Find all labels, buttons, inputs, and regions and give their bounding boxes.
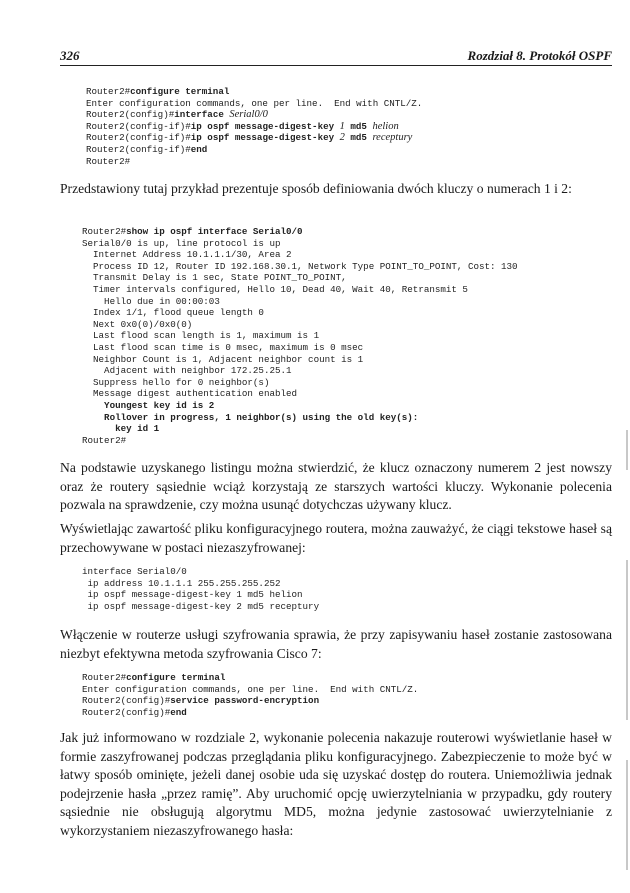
code-command: show ip ospf interface Serial0/0 [126, 226, 303, 237]
code-text: Adjacent with neighbor 172.25.25.1 [82, 365, 292, 377]
code-text: Enter configuration commands, one per line. End with CNTL/Z. [86, 97, 423, 109]
code-command: end [190, 143, 208, 155]
code-line [86, 109, 422, 121]
chapter-title: Rozdział 8. Protokół OSPF [467, 48, 612, 63]
page-number: 326 [60, 48, 80, 63]
running-header [60, 48, 612, 66]
code-line [82, 695, 418, 707]
code-line [82, 365, 518, 377]
code-text: Last flood scan length is 1, maximum is 1 [82, 330, 320, 342]
code-line [82, 388, 518, 400]
code-command: ip ospf message-digest-key [190, 132, 340, 144]
code-text: Router2# [86, 86, 131, 97]
paragraph-3: Wyświetlając zawartość pliku konfiguracyjnego routera, można zauważyć, że ciągi tekstowe haseł są przechowywane w postaci niezaszyfrowanej: [60, 521, 612, 555]
code-text: ip ospf message-digest-key 2 md5 receptury [82, 600, 320, 612]
code-argument: 1 [339, 120, 345, 132]
code-text: Router2# [86, 155, 131, 167]
code-line [82, 412, 518, 424]
code-text: Router2(config-if)# [86, 132, 191, 144]
code-line [82, 272, 518, 284]
code-text: Router2# [82, 672, 127, 683]
code-line [86, 86, 422, 98]
code-text: Router2(config)# [82, 706, 171, 718]
code-command: md5 [344, 132, 373, 144]
code-line [82, 296, 518, 308]
code-text: Hello due in 00:00:03 [82, 295, 220, 307]
scan-edge-mark [626, 760, 628, 870]
code-line [82, 249, 518, 261]
code-line [82, 566, 319, 578]
code-line [82, 601, 319, 613]
code-command: Youngest key id is 2 [82, 399, 215, 411]
code-line [86, 132, 422, 144]
header-rule [60, 65, 612, 66]
code-line [82, 672, 418, 684]
paragraph-4: Włączenie w routerze usługi szyfrowania sprawia, że przy zapisywaniu haseł zostanie zastosowana niezbyt efektywna metoda szyfrowania Cisco 7: [60, 627, 612, 661]
code-line [82, 226, 518, 238]
code-line [82, 307, 518, 319]
code-text: Enter configuration commands, one per line. End with CNTL/Z. [82, 683, 419, 695]
code-text: Router2(config-if)# [86, 120, 191, 132]
paragraph-5: Jak już informowano w rozdziale 2, wykonanie polecenia nakazuje routerowi wyświetlanie haseł w formie zaszyfrowanej podczas przeglądania pliku konfiguracyjnego. Zabezpieczenie to może być w łatwy sposób ominięte, jeżeli danej osobie uda się uzyskać dostęp do routera. Uniemożliwia jednak podejrzenie hasła „przez ramię”. Aby uruchomić opcję uwierzytelniania w przypadku, gdy routery sąsiednie nie obsługują algorytmu MD5, można jedynie zastosować uwierzytelnianie z wykorzystaniem niezaszyfrowanego hasła: [60, 730, 612, 838]
paragraph-2: Na podstawie uzyskanego listingu można stwierdzić, że klucz oznaczony numerem 2 jest nowszy oraz że routery sąsiednie wciąż korzystają ze starszych wartości kluczy. Wykonanie polecenia pozwala na sprawdzenie, czy można usunąć dotychczas używany klucz. [60, 460, 612, 513]
code-line [82, 684, 418, 696]
code-listing-3 [82, 566, 319, 612]
code-text: Internet Address 10.1.1.1/30, Area 2 [82, 249, 292, 261]
code-listing-1 [86, 86, 422, 167]
code-command: configure terminal [130, 86, 230, 97]
code-line [82, 238, 518, 250]
code-text: ip address 10.1.1.1 255.255.255.252 [82, 577, 281, 589]
code-text: Router2(config)# [86, 109, 175, 121]
code-text: Router2# [82, 434, 127, 446]
code-text: Timer intervals configured, Hello 10, Dead 40, Wait 40, Retransmit 5 [82, 283, 468, 295]
code-listing-2 [82, 226, 518, 446]
code-text: interface Serial0/0 [82, 566, 187, 577]
code-argument: 2 [339, 132, 345, 144]
code-line [82, 284, 518, 296]
code-text: Neighbor Count is 1, Adjacent neighbor count is 1 [82, 353, 364, 365]
scan-edge-mark [626, 560, 628, 720]
code-text: Next 0x0(0)/0x0(0) [82, 318, 193, 330]
scan-edge-mark [626, 430, 628, 470]
code-text: Router2(config-if)# [86, 143, 191, 155]
code-command: Rollover in progress, 1 neighbor(s) using the old key(s): [82, 411, 419, 423]
code-argument: receptury [372, 132, 413, 144]
code-line [82, 377, 518, 389]
code-listing-4 [82, 672, 418, 718]
code-command: configure terminal [126, 672, 226, 683]
code-command: interface [174, 109, 230, 121]
code-text: Suppress hello for 0 neighbor(s) [82, 376, 270, 388]
code-line [82, 330, 518, 342]
code-command: ip ospf message-digest-key [190, 120, 340, 132]
code-command: service password-encryption [170, 695, 320, 707]
code-line [82, 589, 319, 601]
code-line [82, 319, 518, 331]
code-command: md5 [344, 120, 373, 132]
code-text: Router2(config)# [82, 695, 171, 707]
code-argument: helion [372, 120, 399, 132]
code-line [82, 400, 518, 412]
code-text: Last flood scan time is 0 msec, maximum is 0 msec [82, 341, 364, 353]
code-command: key id 1 [82, 423, 160, 435]
code-line [86, 98, 422, 110]
code-argument: Serial0/0 [229, 109, 268, 121]
code-line [82, 707, 418, 719]
code-line [82, 423, 518, 435]
code-line [82, 342, 518, 354]
code-line [86, 144, 422, 156]
code-line [82, 261, 518, 273]
code-line [82, 354, 518, 366]
code-line [82, 435, 518, 447]
code-text: Router2# [82, 226, 127, 237]
paragraph-1: Przedstawiony tutaj przykład prezentuje sposób definiowania dwóch kluczy o numerach 1 i 2: [60, 181, 572, 196]
code-command: end [170, 706, 187, 718]
code-text: Index 1/1, flood queue length 0 [82, 307, 264, 319]
code-text: ip ospf message-digest-key 1 md5 helion [82, 589, 303, 601]
code-text: Process ID 12, Router ID 192.168.30.1, Network Type POINT_TO_POINT, Cost: 130 [82, 260, 518, 272]
code-line [86, 121, 422, 133]
code-line [86, 156, 422, 168]
code-text: Message digest authentication enabled [82, 388, 298, 400]
code-text: Serial0/0 is up, line protocol is up [82, 237, 281, 249]
code-line [82, 578, 319, 590]
code-text: Transmit Delay is 1 sec, State POINT_TO_POINT, [82, 272, 347, 284]
